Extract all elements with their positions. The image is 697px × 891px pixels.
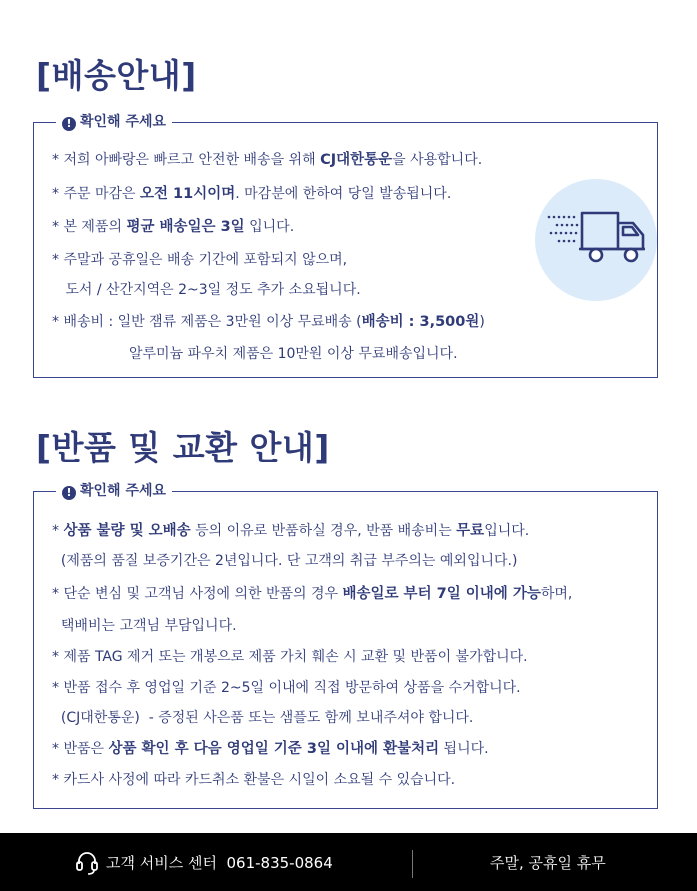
shipping-line: * 주문 마감은 오전 11시이며. 마감분에 한하여 당일 발송됩니다. — [52, 186, 452, 202]
shipping-line: * 본 제품의 평균 배송일은 3일 입니다. — [52, 219, 295, 235]
shipping-line: * 저희 아빠랑은 빠르고 안전한 배송을 위해 CJ대한통운을 사용합니다. — [52, 152, 483, 168]
shipping-legend-label: 확인해 주세요 — [80, 114, 167, 130]
truck-icon — [545, 205, 655, 269]
shipping-title: [배송안내] — [36, 56, 197, 95]
returns-line: * 반품 접수 후 영업일 기준 2~5일 이내에 직접 방문하여 상품을 수거합니다. — [52, 680, 521, 696]
shipping-line: * 주말과 공휴일은 배송 기간에 포함되지 않으며, — [52, 252, 348, 268]
holiday-note: 주말, 공휴일 휴무 — [490, 854, 606, 872]
warning-icon: ! — [62, 117, 76, 131]
returns-title: [반품 및 교환 안내] — [36, 428, 330, 467]
shipping-legend — [56, 112, 172, 132]
returns-line: * 제품 TAG 제거 또는 개봉으로 제품 가치 훼손 시 교환 및 반품이 불가합니다. — [52, 649, 528, 665]
headset-icon — [75, 850, 99, 876]
customer-service-label: 고객 서비스 센터 061-835-0864 — [106, 854, 333, 872]
returns-box — [33, 483, 658, 809]
footer-bar — [0, 833, 697, 891]
returns-line: * 상품 불량 및 오배송 등의 이유로 반품하실 경우, 반품 배송비는 무료입니다. — [52, 523, 530, 539]
returns-line: * 카드사 사정에 따라 카드취소 환불은 시일이 소요될 수 있습니다. — [52, 772, 456, 788]
returns-line: 택배비는 고객님 부담입니다. — [52, 618, 237, 634]
warning-icon: ! — [62, 486, 76, 500]
shipping-line: * 배송비 : 일반 잼류 제품은 3만원 이상 무료배송 (배송비 : 3,500원) — [52, 314, 485, 330]
returns-line: (CJ대한통운) - 증정된 사은품 또는 샘플도 함께 보내주셔야 합니다. — [52, 710, 474, 726]
returns-line: * 단순 변심 및 고객님 사정에 의한 반품의 경우 배송일로 부터 7일 이내에 가능하며, — [52, 586, 573, 602]
returns-line: (제품의 품질 보증기간은 2년입니다. 단 고객의 취급 부주의는 예외입니다.) — [52, 553, 518, 569]
footer-divider — [412, 850, 413, 878]
shipping-line: 알루미늄 파우치 제품은 10만원 이상 무료배송입니다. — [129, 346, 458, 362]
returns-legend-label: 확인해 주세요 — [80, 483, 167, 499]
returns-legend — [56, 481, 172, 501]
returns-line: * 반품은 상품 확인 후 다음 영업일 기준 3일 이내에 환불처리 됩니다. — [52, 741, 489, 757]
shipping-line: 도서 / 산간지역은 2~3일 정도 추가 소요됩니다. — [52, 282, 361, 298]
